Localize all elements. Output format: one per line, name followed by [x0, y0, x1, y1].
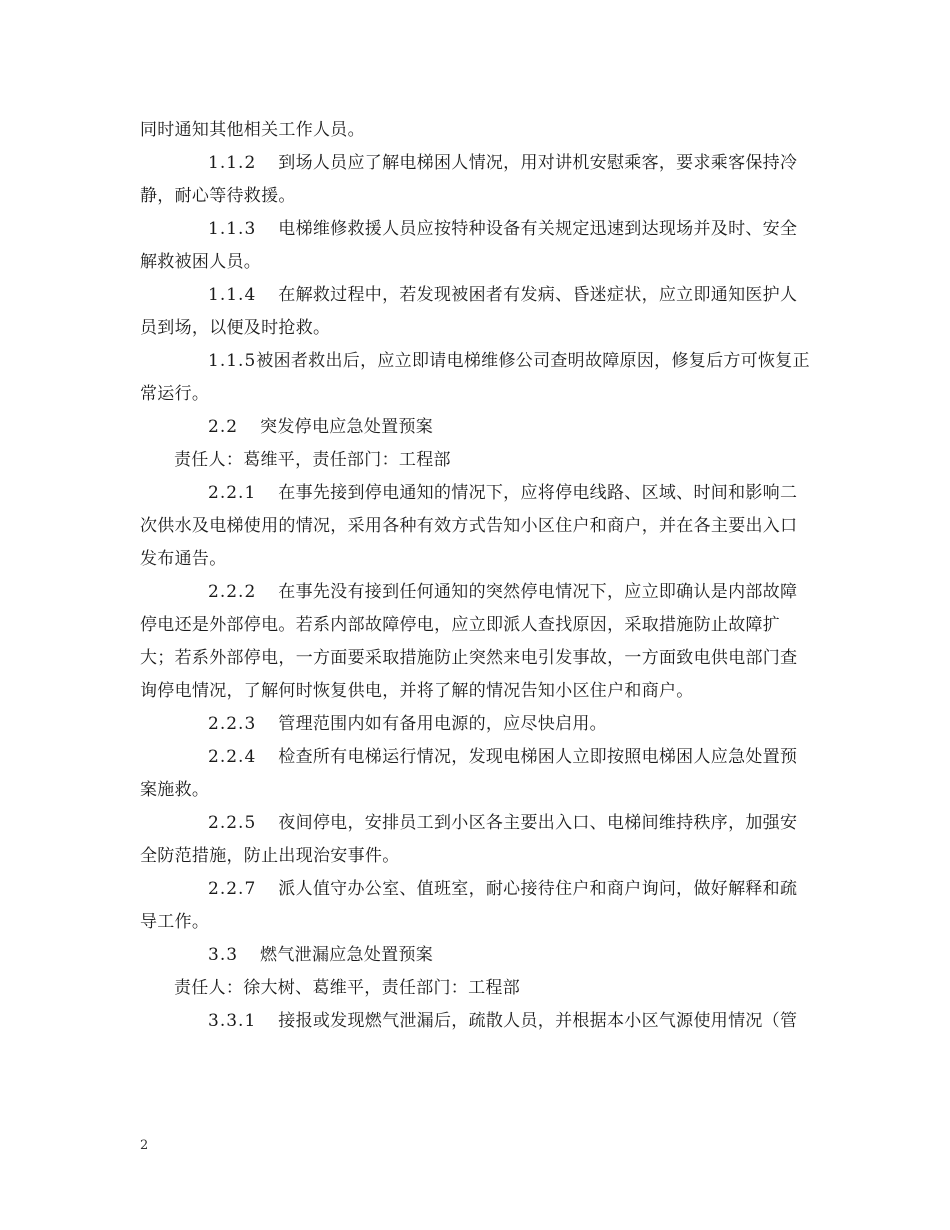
- paragraph-text: 接报或发现燃气泄漏后，疏散人员，并根据本小区气源使用情况（管: [278, 1011, 798, 1031]
- paragraph-text: 到场人员应了解电梯困人情况，用对讲机安慰乘客，要求乘客保持冷静，耐心等待救援。: [140, 153, 798, 206]
- paragraph: [140, 477, 812, 576]
- section-number: 2.2.4: [208, 747, 257, 767]
- section-number: 2.2.5: [208, 813, 257, 833]
- paragraph: [140, 114, 812, 147]
- paragraph-text: 在解救过程中，若发现被困者有发病、昏迷症状，应立即通知医护人员到场，以便及时抢救。: [140, 285, 798, 338]
- paragraph: [140, 873, 812, 939]
- paragraph-text: 在事先接到停电通知的情况下，应将停电线路、区域、时间和影响二次供水及电梯使用的情况，采用各种有效方式告知小区住户和商户，并在各主要出入口发布通告。: [140, 483, 798, 569]
- section-number: 2.2.7: [208, 879, 257, 899]
- paragraph: [140, 1005, 812, 1038]
- paragraph-text: 管理范围内如有备用电源的，应尽快启用。: [278, 714, 607, 734]
- paragraph: [140, 345, 812, 411]
- paragraph: [140, 444, 812, 477]
- paragraph: [140, 972, 812, 1005]
- paragraph-text: 责任人：葛维平，责任部门：工程部: [174, 450, 451, 470]
- paragraph-text: 燃气泄漏应急处置预案: [260, 945, 434, 965]
- section-number: 2.2.3: [208, 714, 257, 734]
- paragraph: [140, 279, 812, 345]
- paragraph: [140, 708, 812, 741]
- paragraph-text: 派人值守办公室、值班室，耐心接待住户和商户询问，做好解释和疏导工作。: [140, 879, 798, 932]
- paragraph-text: 夜间停电，安排员工到小区各主要出入口、电梯间维持秩序，加强安全防范措施，防止出现治安事件。: [140, 813, 798, 866]
- section-number: 1.1.4: [208, 285, 257, 305]
- paragraph-text: 同时通知其他相关工作人员。: [140, 120, 365, 140]
- paragraph-text: 检查所有电梯运行情况，发现电梯困人立即按照电梯困人应急处置预案施救。: [140, 747, 798, 800]
- document-body: [140, 114, 812, 1038]
- section-number: 1.1.3: [208, 219, 257, 239]
- paragraph: [140, 807, 812, 873]
- paragraph: [140, 741, 812, 807]
- page-number: 2: [140, 1138, 149, 1153]
- paragraph: [140, 576, 812, 708]
- section-number: 3.3: [208, 945, 239, 965]
- paragraph-text: 被困者救出后，应立即请电梯维修公司查明故障原因，修复后方可恢复正常运行。: [140, 351, 810, 404]
- section-number: 2.2.2: [208, 582, 257, 602]
- paragraph-text: 责任人：徐大树、葛维平，责任部门：工程部: [174, 978, 520, 998]
- section-number: 3.3.1: [208, 1011, 257, 1031]
- paragraph: [140, 147, 812, 213]
- paragraph: [140, 411, 812, 444]
- section-number: 2.2: [208, 417, 239, 437]
- section-number: 2.2.1: [208, 483, 257, 503]
- paragraph-text: 电梯维修救援人员应按特种设备有关规定迅速到达现场并及时、安全解救被困人员。: [140, 219, 798, 272]
- paragraph: [140, 213, 812, 279]
- paragraph-text: 在事先没有接到任何通知的突然停电情况下，应立即确认是内部故障停电还是外部停电。若系内部故障停电，应立即派人查找原因，采取措施防止故障扩大；若系外部停电，一方面要采取措施防止突然来电引发事故，一方面致电供电部门查询停电情况，了解何时恢复供电，并将了解的情况告知小区住户和商户。: [140, 582, 798, 701]
- section-number: 1.1.2: [208, 153, 257, 173]
- paragraph: [140, 939, 812, 972]
- section-number: 1.1.5: [208, 351, 257, 371]
- paragraph-text: 突发停电应急处置预案: [260, 417, 434, 437]
